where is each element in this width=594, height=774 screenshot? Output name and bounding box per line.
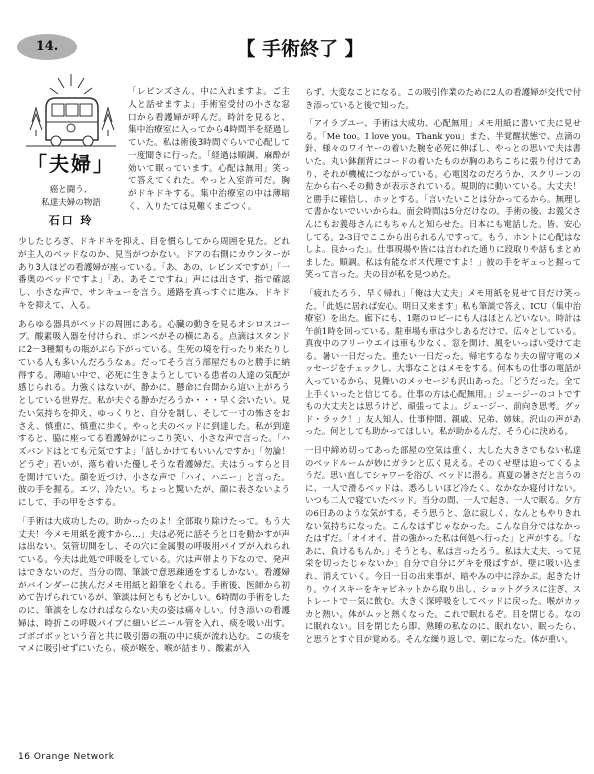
author-name: 石口 玲	[48, 214, 94, 227]
left-paragraph-2: あらゆる器具がベッドの周囲にある。心臓の動きを見るオシロスコープ。酸素吸入器を付けられ、ポンベがその横にある。点滴はスタンドに2－3種類もの瓶がぶら下がっている。生死の境を行ったり来たりしている人も多いんだろうなぁ。だってそう言う部屋だものと勝手に納得する。薄暗い中で、必死に生きようとしている患者の人達の気配が感じられる。力強くはないが、静かに、懸命に台間から這い上がろうとしている世界だ。私が夫ぐる静かだろうか・・・早く会いたい。見たい気持ちを抑え、ゆっくりと、自分を制し、そして一寸の怖さをおさえ、慎重に、慎重に歩く。やっと夫のベッドに到達した。私が到達すると、脇に座ってる看護婦がにっこり笑い、小さな声で言った。「ハズバンドはとても元気ですよ」「話しかけてもいいんですか」「勿論！どうぞ」若いが、落ち着いた優しそうな看護婦だ。夫はうっすらと目を開けていた。顔を近づけ、小さな声で「ハイ、ハニー」と言った。彼の手を握る。エツ、冷たい。ちょっと驚いたが、顔に表さないようにして、手の甲をさする。	[18, 319, 290, 508]
series-subtitle	[22, 184, 120, 210]
left-paragraph-3: 「手術は大成功したの。助かったのよ！全部取り除けたって。もう大丈夫！今メモ用紙を渡すから…」夫は必死に話そうと口を動かすが声は出ない。気管切開をし、その穴に金属製の呼吸用パイプが入れられている。今夫は此処で呼吸をしている。穴は声帯より下なので、発声はできないのだ。当分の間、筆談で意思疎通をするしかない。看護婦がバインダーに挟んだメモ用紙と鉛筆をくれる。手術後、医師から初めて告げられているが、筆談は何とももどかしい。6時間の手術をしたのに、筆談をしなければならない夫の姿は痛々しい。付き添いの看護婦は、時折この呼吸パイプに細いビニール管を入れ、痰を吸い出す。ゴボゴボッという音と共に吸引器の瓶の中に痰が流れ込む。この痰をマメに吸引せずにいたら、痰が喉を、喉が詰まり、酸素が入	[18, 516, 290, 655]
right-paragraph-3: 「疲れたろう、早く帰れ」「俺は大丈夫」メモ用紙を見せて目だけ笑った。「此処に居れば安心。明日又来ます」私も筆談で答え、ICU（集中治療室）を出た。廊下にも、1階のロビーにも人はほとんどいない。時計は午前1時を回っている。駐車場も車は少しあるだけで、広々としている。真夜中のフリーウエイは車も少なく、窓を開け、風をいっぱい受けて走る。暑い一日だった。重たい一日だった。帰宅するなり夫の留守電のメッセージをチェックし、大事なことはメモをする。何本もの仕事の電話が入っているから、見舞いのメッセージも沢山あった。「どうだった。全て上手くいったと信じてる。仕事の方は心配無用。」ジェージーのコトですもの大丈夫とは思うけど、頑張ってよ」。ジェージー、前向き思考。グッド・ラック！」友人知人、仕事仲間、親戚、兄弟、姉妹。沢山の声があった。何としても助かってほしい。私が助かるんだ、そう心に決める。	[305, 287, 581, 437]
camper-van-illustration	[22, 70, 120, 150]
series-subtitle-line2: 私達夫婦の物語	[41, 198, 101, 208]
right-paragraph-1: らず、大変なことになる。この吸引作業のために2人の看護婦が交代で付き添っていると後で知った。	[305, 87, 581, 110]
page-title: 【 手術終了 】	[236, 38, 364, 60]
intro-column	[128, 86, 290, 220]
left-column	[18, 236, 290, 662]
right-paragraph-2: 「アイラブユー、手術は大成功、心配無用」メモ用紙に書いて夫に見せる。「Me too。I love you。Thank you」また、半覚醒状態で、点滴の針、様々のワイヤーの着いた腕を必死に伸ばし、やっとの思いで夫は書いた。丸い鉢創背にコードの着いたものが胸のあちこちに張り付けてあり、それが機械につながっている。心電図なのだろうか、スクリーンの左から右へその動きが表示されている。規則的に動いている。大丈夫！と勝手に確信し、ホッとする。「言いたいことは分かってるから。無理して書かないでいいからね。面会時間は5分だけなの。手術の後、お義父さんにもお義母さんにもちゃんと知らせた。日本にも電話した。皆、安心してる。2-3日でここから出られるんですって。もう、ホントに心配はなしよ。良かった」。仕事現場や皆には言われた通りに段取りや話もまとめました。順調。私は有能なボス代理ですよ！」彼の手をギュっと握って笑って言った。夫の目が私を見つめた。	[305, 118, 581, 280]
magazine-name: Orange Network	[33, 752, 115, 762]
page-number: 16	[18, 752, 31, 762]
page-footer	[18, 752, 115, 762]
chapter-badge: 14.	[17, 34, 77, 60]
right-paragraph-4: 一日中締め切ってあった部屋の空気は重く、大した大きさでもない私達のベッドルームが妙にガランと広く見える。そのくせ壁は迫ってくるようだ。思い直してシャワーを浴び、ベッドに潜る。真夏の暑さだと言うのに、一人で滑るベッドは、悉ろしいほど冷たく、なかなか寝付けない。いつも二人で寝ていたベッド。当分の間、一人で起き、一人で眠る。夕方の6日あのような気がする。そう思うと、急に寂しく、なんともやりきれない気持ちになった。こんなはずじゃなかった。こんな自分ではなかったはずだ。「オイオイ、昔の強かった私は何処へ行った」と声がする。「なあに、負けるもんか。」そうとも、私は言ったろう。私は大丈夫、って見栄を切ったじゃないか」自分で自分にゲキを飛ばすが、壁に吸い込まれ、消えていく。今日一日の出来事が、暗やみの中に浮かぶ。起きたけり。ウイスキーをキャビネットから取り出し、ショットグラスに注ぎ、ストレートで一気に飲む。大きく深呼吸をしてベッドに戻った。喉がカッカと熱い。体がムッと熱くなった。これで眠れるぞ。目を閉じる。なのに眠れない。目を閉じたら即、熟睡の私なのに、眠れない、眠ったら、と思うとすぐ目が覚める。そんな繰り返しで、朝になった。体が重い。	[305, 445, 581, 644]
series-subtitle-line1: 癌と闘う、	[49, 185, 93, 195]
intro-paragraph: 「レビンズさん、中に入れますよ。ご主人と話せますよ」手術室受付の小さな窓口から看護婦が呼んだ。時計を見ると、集中治療室に入ってから4時間半を経過していた。私は術後3時間ぐらいで心配して一度聞きに行った。「経過は順調、麻酔が効いて眠っています。心配は無用」笑って答えてくれた。やっと入室許可だ。胸がドキドキする。集中治療室の中は薄暗く、入りたては見難くまごつく。	[128, 87, 290, 212]
left-paragraph-1: 少したじろぎ、ドキドキを抑え、目を慣らしてから周囲を見た。どれが主人のベッドなのか、見当がつかない。ドアの右側にカウンターがあり3人ほどの看護婦が座っている。「あ、あの、レビンズですが」「一番奥のベッドですよ」「あ、あそこですね」声には出さず、指で確認し、小さな声で、サンキューを言う。通路を真っすぐに進み、ドキドキを抑えて、入る。	[18, 237, 290, 311]
right-column	[305, 86, 581, 652]
series-name: 「夫婦」	[27, 152, 115, 176]
